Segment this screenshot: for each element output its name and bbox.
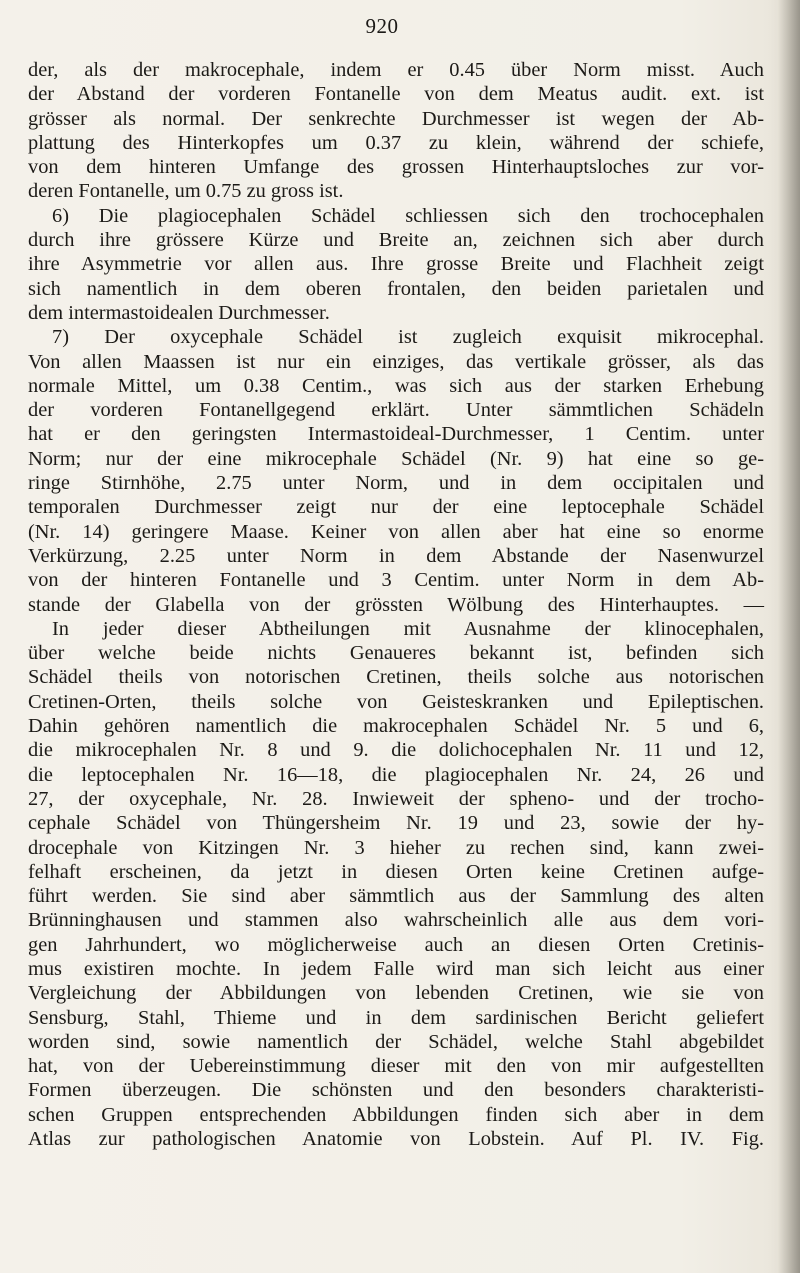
text-line: stande der Glabella von der grössten Wölbung des Hinterhauptes. —	[28, 593, 764, 616]
text-line: Atlas zur pathologischen Anatomie von Lobstein. Auf Pl. IV. Fig.	[28, 1128, 764, 1151]
text-line: normale Mittel, um 0.38 Centim., was sich aus der starken Erhebung	[28, 374, 764, 397]
text-line: 27, der oxycephale, Nr. 28. Inwieweit der spheno- und der trocho-	[28, 787, 764, 810]
text-line: mus existiren mochte. In jedem Falle wird man sich leicht aus einer	[28, 957, 764, 980]
text-line: von dem hinteren Umfange des grossen Hinterhauptsloches zur vor-	[28, 156, 764, 179]
text-line: Norm; nur der eine mikrocephale Schädel (Nr. 9) hat eine so ge-	[28, 447, 764, 470]
text-line: sich namentlich in dem oberen frontalen, den beiden parietalen und	[28, 277, 764, 300]
page-number: 920	[365, 14, 399, 38]
text-line: Formen überzeugen. Die schönsten und den besonders charakteristi-	[28, 1079, 764, 1102]
page-spine-shadow	[778, 0, 800, 1273]
text-line: führt werden. Sie sind aber sämmtlich aus der Sammlung des alten	[28, 885, 764, 908]
text-line: ihre Asymmetrie vor allen aus. Ihre grosse Breite und Flachheit zeigt	[28, 253, 764, 276]
text-line: Brünninghausen und stammen also wahrscheinlich alle aus dem vori-	[28, 909, 764, 932]
text-line: der vorderen Fontanellgegend erklärt. Unter sämmtlichen Schädeln	[28, 399, 764, 422]
text-line: worden sind, sowie namentlich der Schädel, welche Stahl abgebildet	[28, 1030, 764, 1053]
text-line: plattung des Hinterkopfes um 0.37 zu klein, während der schiefe,	[28, 131, 764, 154]
text-line: Verkürzung, 2.25 unter Norm in dem Abstande der Nasenwurzel	[28, 544, 764, 567]
body-text	[28, 58, 764, 1151]
text-line: drocephale von Kitzingen Nr. 3 hieher zu rechen sind, kann zwei-	[28, 836, 764, 859]
text-line: gen Jahrhundert, wo möglicherweise auch an diesen Orten Cretinis-	[28, 933, 764, 956]
text-line: Schädel theils von notorischen Cretinen, theils solche aus notorischen	[28, 666, 764, 689]
text-line: 7) Der oxycephale Schädel ist zugleich exquisit mikrocephal.	[52, 326, 764, 349]
text-line: 6) Die plagiocephalen Schädel schliessen sich den trochocephalen	[52, 204, 764, 227]
text-line: hat er den geringsten Intermastoideal-Durchmesser, 1 Centim. unter	[28, 423, 764, 446]
text-line: der, als der makrocephale, indem er 0.45 über Norm misst. Auch	[28, 59, 764, 81]
text-line: die mikrocephalen Nr. 8 und 9. die dolichocephalen Nr. 11 und 12,	[28, 739, 764, 762]
text-line: von der hinteren Fontanelle und 3 Centim. unter Norm in dem Ab-	[28, 569, 764, 592]
text-line: (Nr. 14) geringere Maase. Keiner von allen aber hat eine so enorme	[28, 520, 764, 543]
text-line: In jeder dieser Abtheilungen mit Ausnahme der klinocephalen,	[52, 617, 764, 640]
text-line: dem intermastoidealen Durchmesser.	[28, 301, 330, 324]
text-line: Sensburg, Stahl, Thieme und in dem sardinischen Bericht geliefert	[28, 1006, 764, 1029]
text-line: schen Gruppen entsprechenden Abbildungen finden sich aber in dem	[28, 1103, 764, 1126]
text-line: Cretinen-Orten, theils solche von Geisteskranken und Epileptischen.	[28, 690, 764, 713]
text-line: der Abstand der vorderen Fontanelle von dem Meatus audit. ext. ist	[28, 83, 764, 106]
text-line: die leptocephalen Nr. 16—18, die plagiocephalen Nr. 24, 26 und	[28, 763, 764, 786]
text-line: durch ihre grössere Kürze und Breite an, zeichnen sich aber durch	[28, 229, 764, 252]
text-line: ringe Stirnhöhe, 2.75 unter Norm, und in dem occipitalen und	[28, 472, 764, 495]
text-line: Dahin gehören namentlich die makrocephalen Schädel Nr. 5 und 6,	[28, 715, 764, 738]
text-line: hat, von der Uebereinstimmung dieser mit den von mir aufgestellten	[28, 1055, 764, 1078]
text-line: felhaft erscheinen, da jetzt in diesen Orten keine Cretinen aufge-	[28, 860, 764, 883]
text-line: über welche beide nichts Genaueres bekannt ist, befinden sich	[28, 642, 764, 665]
text-line: deren Fontanelle, um 0.75 zu gross ist.	[28, 180, 344, 203]
text-line: cephale Schädel von Thüngersheim Nr. 19 und 23, sowie der hy-	[28, 812, 764, 835]
text-line: Vergleichung der Abbildungen von lebenden Cretinen, wie sie von	[28, 982, 764, 1005]
text-line: temporalen Durchmesser zeigt nur der eine leptocephale Schädel	[28, 496, 764, 519]
text-line: Von allen Maassen ist nur ein einziges, das vertikale grösser, als das	[28, 350, 764, 373]
text-line: grösser als normal. Der senkrechte Durchmesser ist wegen der Ab-	[28, 107, 764, 130]
